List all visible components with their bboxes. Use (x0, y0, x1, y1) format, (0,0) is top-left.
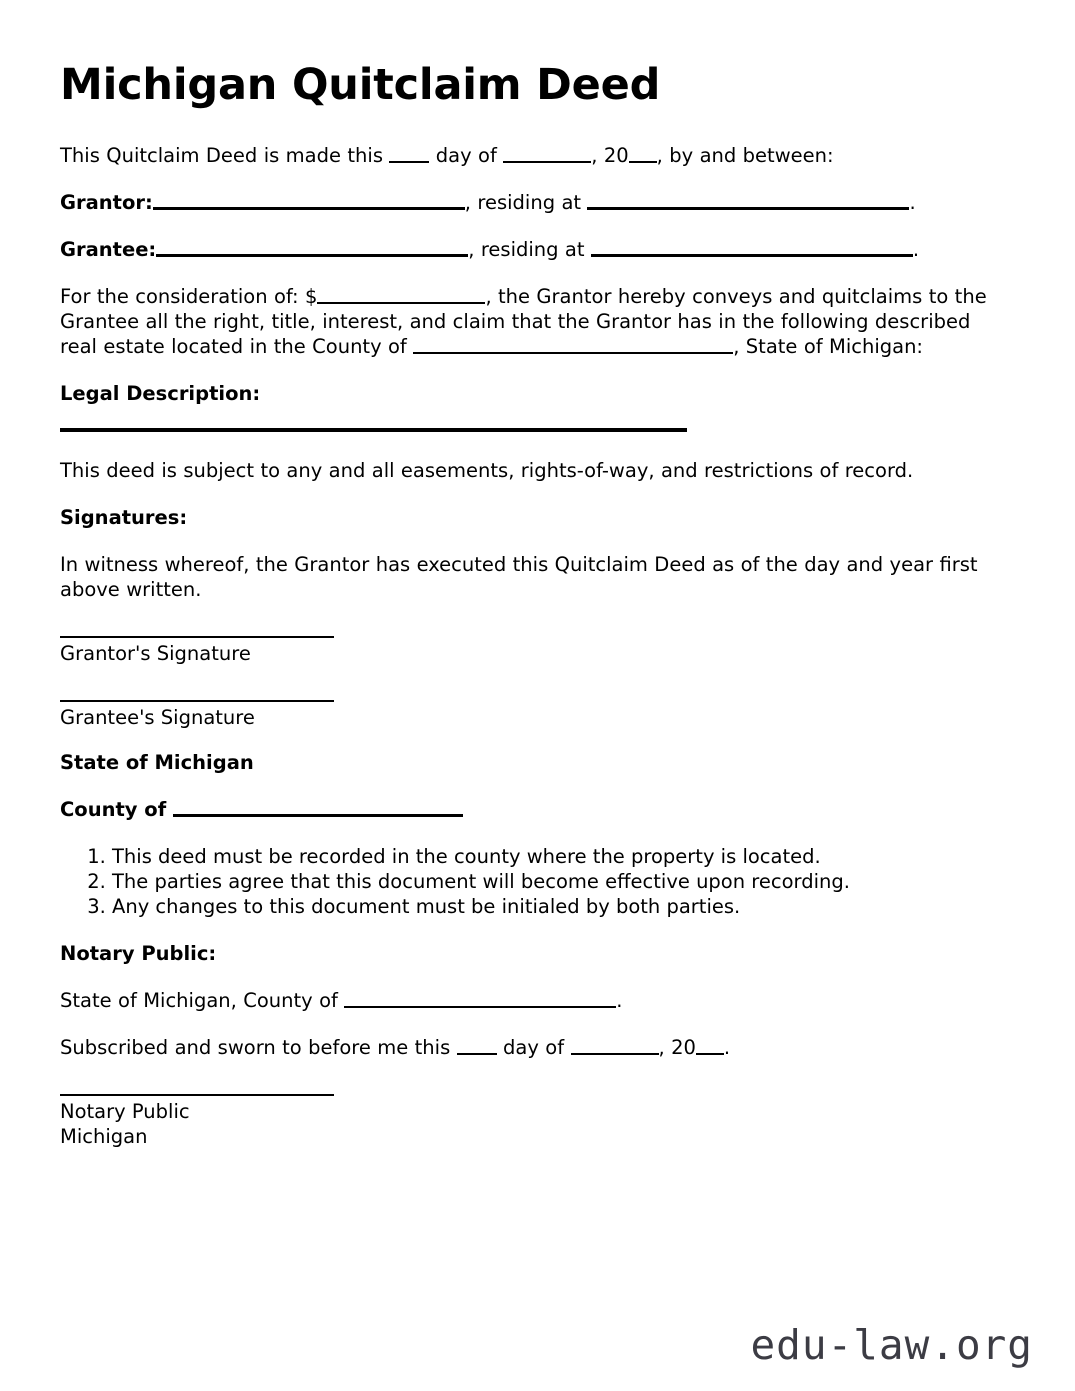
notary-public-heading: Notary Public: (60, 942, 217, 966)
site-watermark: edu-law.org (750, 1321, 1033, 1369)
grantor-signature-line[interactable] (60, 636, 334, 638)
grantee-label: Grantee: (60, 238, 157, 262)
notary-year-blank[interactable] (696, 1038, 724, 1055)
intro-text-2: day of (429, 144, 504, 168)
grantor-end-punct: . (909, 191, 916, 215)
list-item: 2. The parties agree that this document will become effective upon recording. (112, 869, 1005, 894)
easements-clause: This deed is subject to any and all easements, rights-of-way, and restrictions of record. (60, 459, 914, 483)
intro-year-blank[interactable] (629, 146, 657, 163)
notary-signature-line[interactable] (60, 1094, 334, 1096)
grantor-name-blank[interactable] (153, 192, 465, 210)
consideration-amount-blank[interactable] (317, 287, 485, 304)
grantee-signature-block (60, 700, 1005, 730)
notary-day-blank[interactable] (457, 1038, 497, 1055)
grantor-label: Grantor: (60, 191, 153, 215)
notary-sworn-text-4: . (723, 1036, 731, 1060)
intro-text-3: , 20 (591, 144, 629, 168)
notary-state-label: Michigan (60, 1125, 148, 1149)
notary-jurisdiction-text-2: . (616, 989, 623, 1013)
notary-jurisdiction-text-1: State of Michigan, County of (60, 989, 345, 1013)
grantee-residing-text: , residing at (468, 238, 591, 262)
grantee-name-blank[interactable] (156, 239, 468, 257)
notary-signature-block (60, 1094, 1005, 1149)
document-content (60, 62, 1005, 1169)
signatures-heading: Signatures: (60, 506, 188, 530)
county-of-line (60, 797, 1005, 822)
grantor-address-blank[interactable] (587, 192, 909, 210)
consideration-paragraph (60, 284, 1005, 359)
legal-description-heading: Legal Description: (60, 382, 261, 406)
notary-sworn-text-2: day of (496, 1036, 571, 1060)
grantor-signature-label: Grantor's Signature (60, 642, 251, 666)
intro-paragraph (60, 143, 1005, 168)
consideration-text-1: For the consideration of: $ (60, 285, 318, 309)
notary-month-blank[interactable] (571, 1038, 659, 1055)
list-item: 3. Any changes to this document must be initialed by both parties. (112, 894, 1005, 919)
grantee-signature-label: Grantee's Signature (60, 706, 255, 730)
grantor-line (60, 190, 1005, 215)
consideration-text-3: , State of Michigan: (733, 335, 924, 359)
notary-county-blank[interactable] (344, 991, 616, 1008)
county-of-label: County of (60, 798, 173, 822)
notary-jurisdiction-line (60, 988, 1005, 1013)
consideration-county-blank[interactable] (413, 337, 733, 354)
county-of-blank[interactable] (173, 799, 463, 817)
grantee-line (60, 237, 1005, 262)
provisions-list (60, 844, 1005, 919)
notary-sworn-text-3: , 20 (658, 1036, 696, 1060)
state-of-michigan-line: State of Michigan (60, 751, 254, 775)
consideration-text-2: , the Grantor hereby conveys and quitclaims to the Grantee all the right, title, interest, and claim that the Grantor has in the following described real estate located in the County of (60, 285, 987, 359)
grantee-signature-line[interactable] (60, 700, 334, 702)
witness-clause: In witness whereof, the Grantor has executed this Quitclaim Deed as of the day and year first above written. (60, 553, 978, 602)
intro-text-4: , by and between: (656, 144, 834, 168)
list-item: 1. This deed must be recorded in the county where the property is located. (112, 844, 1005, 869)
notary-signature-label: Notary Public (60, 1100, 190, 1124)
grantee-address-blank[interactable] (591, 239, 913, 257)
notary-sworn-line (60, 1035, 1005, 1060)
legal-description-blank[interactable] (60, 428, 687, 432)
page-title: Michigan Quitclaim Deed (60, 60, 661, 110)
grantor-residing-text: , residing at (464, 191, 588, 215)
grantee-end-punct: . (912, 238, 920, 262)
intro-month-blank[interactable] (503, 146, 591, 163)
grantor-signature-block (60, 636, 1005, 666)
intro-text-1: This Quitclaim Deed is made this (60, 144, 390, 168)
notary-sworn-text-1: Subscribed and sworn to before me this (60, 1036, 457, 1060)
intro-day-blank[interactable] (389, 146, 429, 163)
